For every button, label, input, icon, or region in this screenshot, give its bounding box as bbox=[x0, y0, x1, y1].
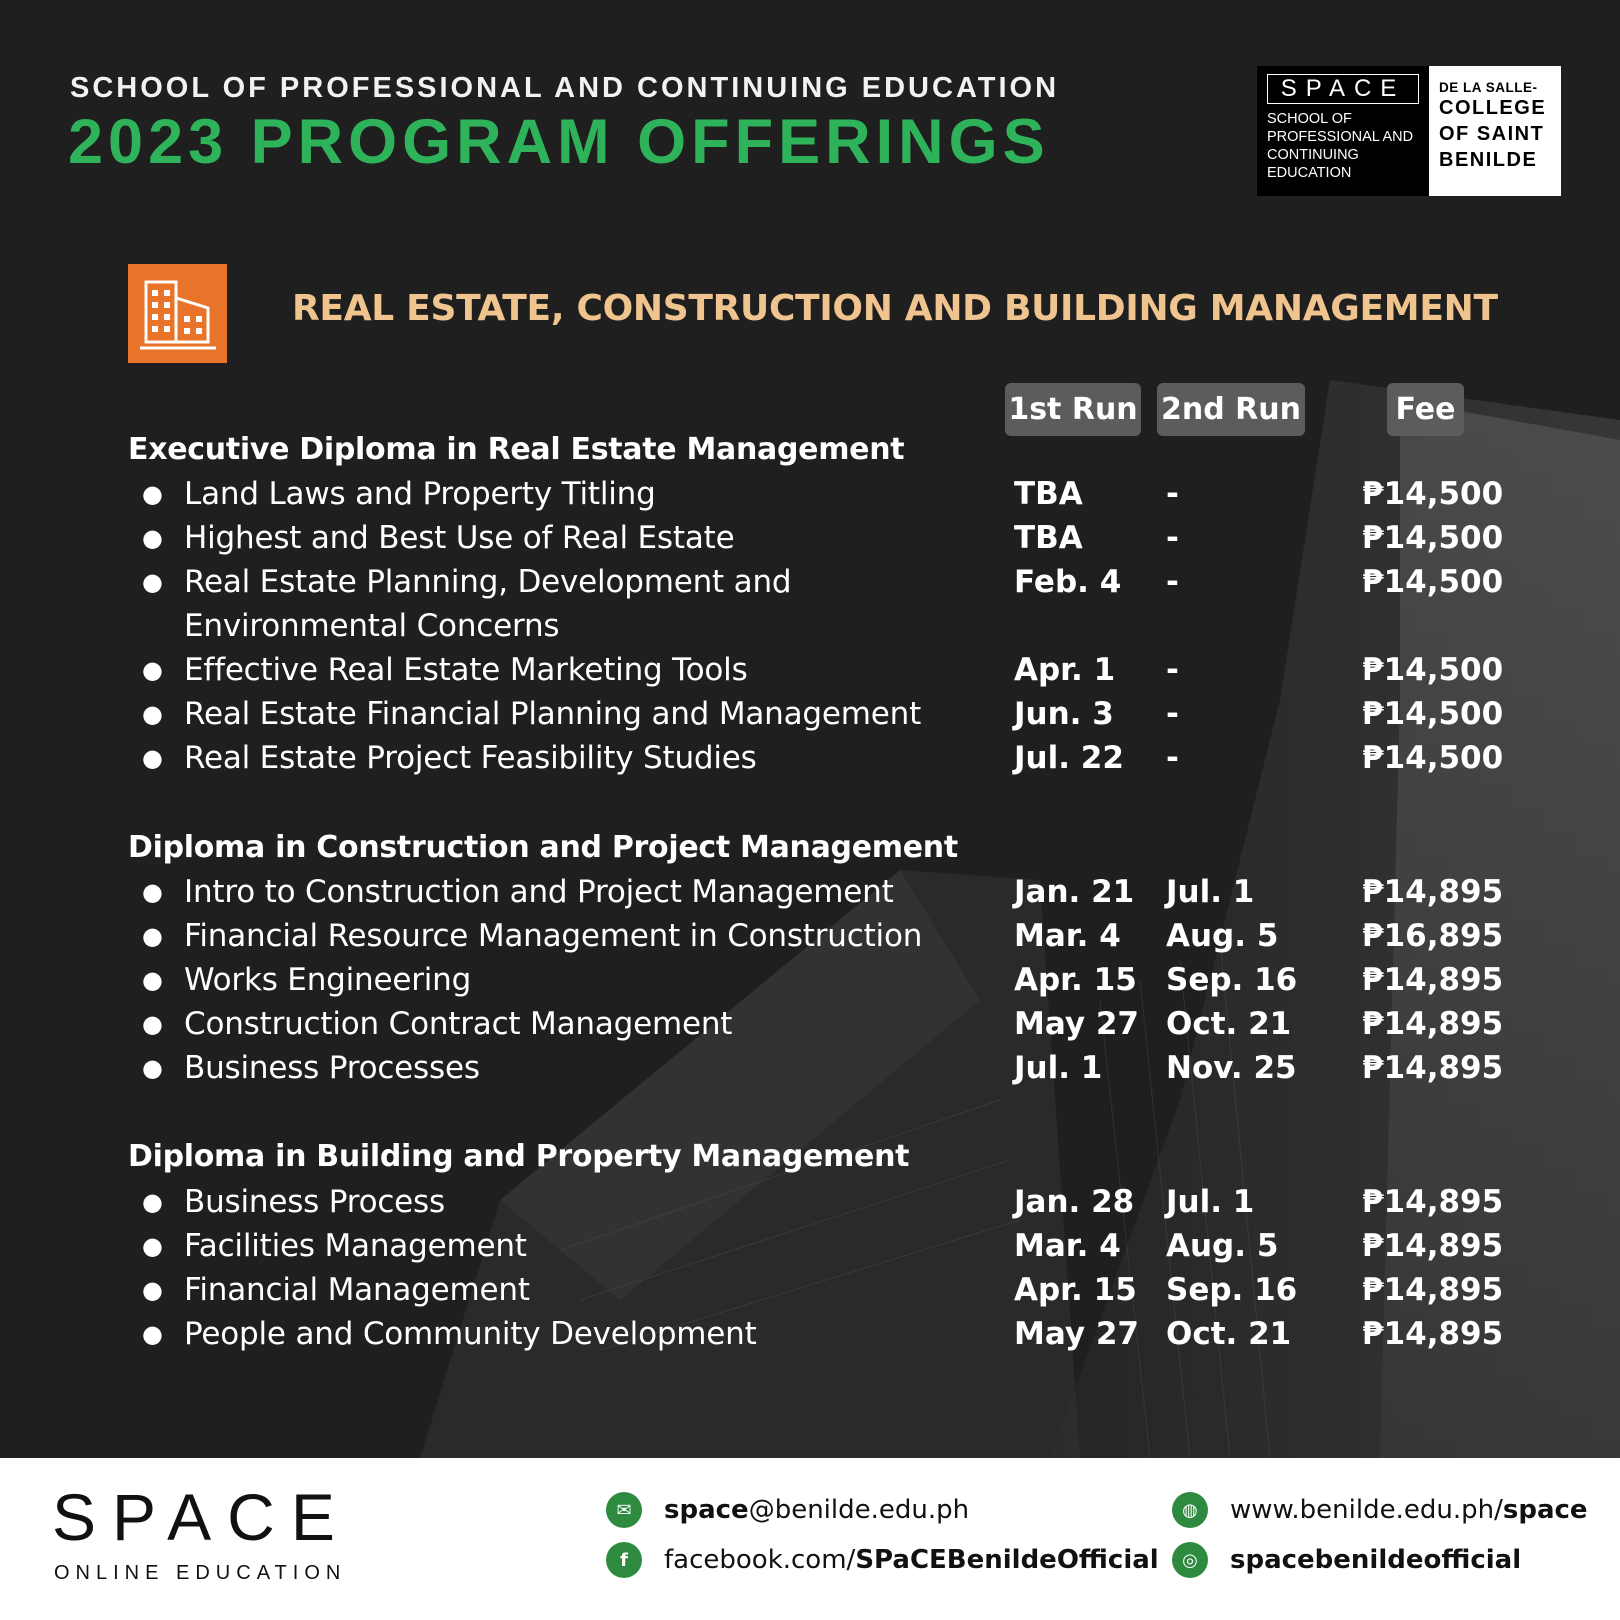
web-bold: space bbox=[1502, 1495, 1588, 1525]
course-run2: Jul. 1 bbox=[1166, 874, 1255, 910]
course-run2: - bbox=[1166, 476, 1179, 512]
bullet: ● bbox=[142, 966, 163, 994]
course-name: Works Engineering bbox=[184, 962, 472, 998]
course-fee: ₱16,895 bbox=[1362, 918, 1504, 954]
course-fee: ₱14,500 bbox=[1362, 652, 1504, 688]
course-fee: ₱14,500 bbox=[1362, 696, 1504, 732]
course-fee: ₱14,895 bbox=[1362, 1272, 1504, 1308]
column-header-1st-run: 1st Run bbox=[1005, 383, 1141, 436]
course-run2: - bbox=[1166, 564, 1179, 600]
course-run1: TBA bbox=[1014, 476, 1083, 512]
bullet: ● bbox=[142, 1320, 163, 1348]
course-run2: - bbox=[1166, 696, 1179, 732]
course-name: Financial Resource Management in Construction bbox=[184, 918, 923, 954]
course-run1: Jun. 3 bbox=[1014, 696, 1114, 732]
instagram-link[interactable] bbox=[1172, 1542, 1521, 1578]
course-run1: May 27 bbox=[1014, 1006, 1139, 1042]
bullet: ● bbox=[142, 1232, 163, 1260]
course-name: Real Estate Planning, Development and Environmental Concerns bbox=[184, 564, 792, 644]
email-rest: @benilde.edu.ph bbox=[748, 1495, 970, 1525]
college-logo-line: DE LA SALLE- bbox=[1439, 80, 1538, 95]
course-name: Effective Real Estate Marketing Tools bbox=[184, 652, 748, 688]
course-fee: ₱14,500 bbox=[1362, 740, 1504, 776]
course-run1: Mar. 4 bbox=[1014, 918, 1121, 954]
course-run2: Oct. 21 bbox=[1166, 1316, 1292, 1352]
bullet: ● bbox=[142, 700, 163, 728]
logo-caption-line: SCHOOL OF bbox=[1267, 111, 1352, 127]
bullet: ● bbox=[142, 744, 163, 772]
course-run2: Jul. 1 bbox=[1166, 1184, 1255, 1220]
instagram-icon: ◎ bbox=[1172, 1542, 1208, 1578]
course-name: People and Community Development bbox=[184, 1316, 757, 1352]
email-link[interactable] bbox=[606, 1492, 969, 1528]
course-name: Business Processes bbox=[184, 1050, 480, 1086]
bullet: ● bbox=[142, 1276, 163, 1304]
course-fee: ₱14,500 bbox=[1362, 476, 1504, 512]
course-run1: TBA bbox=[1014, 520, 1083, 556]
course-fee: ₱14,895 bbox=[1362, 1006, 1504, 1042]
college-logo-line: OF SAINT bbox=[1439, 123, 1545, 145]
course-name: Construction Contract Management bbox=[184, 1006, 733, 1042]
course-run1: Apr. 15 bbox=[1014, 962, 1137, 998]
course-name: Land Laws and Property Titling bbox=[184, 476, 656, 512]
course-fee: ₱14,895 bbox=[1362, 1316, 1504, 1352]
course-fee: ₱14,500 bbox=[1362, 520, 1504, 556]
logo-caption-line: PROFESSIONAL AND bbox=[1267, 129, 1414, 145]
bullet: ● bbox=[142, 1188, 163, 1216]
bullet: ● bbox=[142, 1010, 163, 1038]
course-run1: Jan. 28 bbox=[1014, 1184, 1135, 1220]
course-name: Business Process bbox=[184, 1184, 445, 1220]
page-title: 2023 PROGRAM OFFERINGS bbox=[68, 107, 1050, 177]
course-fee: ₱14,895 bbox=[1362, 1228, 1504, 1264]
course-run1: Apr. 1 bbox=[1014, 652, 1116, 688]
column-header-2nd-run: 2nd Run bbox=[1157, 383, 1305, 436]
course-fee: ₱14,895 bbox=[1362, 1050, 1504, 1086]
course-run2: - bbox=[1166, 520, 1179, 556]
space-logo-text: SPACE bbox=[1267, 74, 1419, 104]
bullet: ● bbox=[142, 656, 163, 684]
footer-brand: SPACE bbox=[52, 1480, 351, 1554]
course-run1: Jan. 21 bbox=[1014, 874, 1135, 910]
course-name: Highest and Best Use of Real Estate bbox=[184, 520, 735, 556]
facebook-link[interactable] bbox=[606, 1542, 1159, 1578]
course-run2: Oct. 21 bbox=[1166, 1006, 1292, 1042]
course-name: Real Estate Project Feasibility Studies bbox=[184, 740, 757, 776]
college-logo-line: BENILDE bbox=[1439, 149, 1538, 171]
course-run2: Sep. 16 bbox=[1166, 1272, 1298, 1308]
bullet: ● bbox=[142, 480, 163, 508]
course-run2: Nov. 25 bbox=[1166, 1050, 1297, 1086]
bullet: ● bbox=[142, 524, 163, 552]
course-run1: Feb. 4 bbox=[1014, 564, 1122, 600]
course-fee: ₱14,500 bbox=[1362, 564, 1504, 600]
course-name: Real Estate Financial Planning and Management bbox=[184, 696, 922, 732]
course-name: Financial Management bbox=[184, 1272, 530, 1308]
mail-icon: ✉ bbox=[606, 1492, 642, 1528]
bullet: ● bbox=[142, 1054, 163, 1082]
category-title: REAL ESTATE, CONSTRUCTION AND BUILDING MANAGEMENT bbox=[292, 288, 1498, 329]
course-run1: Mar. 4 bbox=[1014, 1228, 1121, 1264]
footer bbox=[0, 1458, 1620, 1620]
column-header-fee: Fee bbox=[1387, 383, 1464, 436]
header-subtitle: SCHOOL OF PROFESSIONAL AND CONTINUING EDUCATION bbox=[70, 72, 1060, 104]
bullet: ● bbox=[142, 922, 163, 950]
course-fee: ₱14,895 bbox=[1362, 962, 1504, 998]
college-logo-line: COLLEGE bbox=[1439, 97, 1547, 119]
facebook-icon: f bbox=[606, 1542, 642, 1578]
course-run1: Jul. 1 bbox=[1014, 1050, 1103, 1086]
logo-caption-line: EDUCATION bbox=[1267, 165, 1352, 181]
course-run1: May 27 bbox=[1014, 1316, 1139, 1352]
course-run2: - bbox=[1166, 740, 1179, 776]
course-run2: Sep. 16 bbox=[1166, 962, 1298, 998]
facebook-prefix: facebook.com/ bbox=[664, 1545, 856, 1575]
course-run2: Aug. 5 bbox=[1166, 1228, 1279, 1264]
program-title: Executive Diploma in Real Estate Management bbox=[128, 432, 905, 467]
instagram-handle: spacebenildeofficial bbox=[1230, 1545, 1522, 1575]
globe-icon: ◍ bbox=[1172, 1492, 1208, 1528]
bullet: ● bbox=[142, 878, 163, 906]
course-fee: ₱14,895 bbox=[1362, 874, 1504, 910]
bullet: ● bbox=[142, 568, 163, 596]
course-name: Intro to Construction and Project Management bbox=[184, 874, 894, 910]
facebook-bold: SPaCEBenildeOfficial bbox=[855, 1545, 1159, 1575]
logo-caption-line: CONTINUING bbox=[1267, 147, 1359, 163]
course-name: Facilities Management bbox=[184, 1228, 527, 1264]
web-prefix: www.benilde.edu.ph/ bbox=[1230, 1495, 1503, 1525]
website-link[interactable] bbox=[1172, 1492, 1588, 1528]
course-run1: Apr. 15 bbox=[1014, 1272, 1137, 1308]
program-title: Diploma in Building and Property Management bbox=[128, 1139, 910, 1174]
course-run1: Jul. 22 bbox=[1014, 740, 1124, 776]
email-bold: space bbox=[664, 1495, 749, 1525]
course-run2: - bbox=[1166, 652, 1179, 688]
course-fee: ₱14,895 bbox=[1362, 1184, 1504, 1220]
footer-brand-sub: ONLINE EDUCATION bbox=[54, 1562, 347, 1584]
program-title: Diploma in Construction and Project Management bbox=[128, 830, 958, 865]
course-run2: Aug. 5 bbox=[1166, 918, 1279, 954]
